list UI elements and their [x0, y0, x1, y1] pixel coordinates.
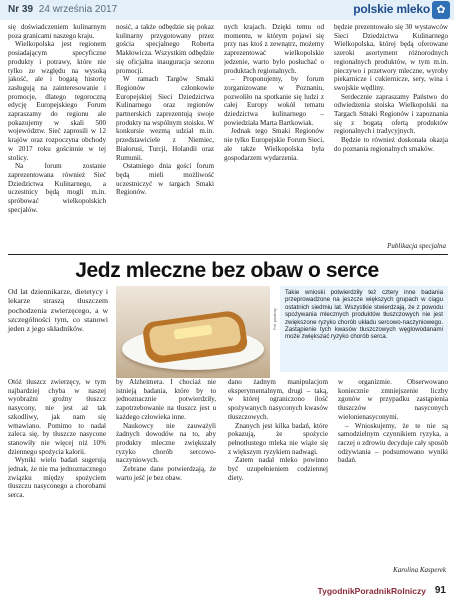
issue-date: 24 września 2017: [38, 4, 118, 15]
top-article-column-2: [116, 23, 214, 245]
top-article-column-1: [8, 23, 106, 245]
page-header: [0, 0, 454, 20]
paragraph: – Proponujemy, by forum zorganizowane w Poznaniu, pozwoliło na spotkanie się ludzi z całej Europy wokół tematu dziedzictwa kulinarnego – powiedziała Marta Bartkowiak.: [224, 75, 324, 127]
paragraph: Zatem nadal mleko powinno być uzupełnieniem codziennej diety.: [228, 456, 328, 482]
article-author: Karolina Kasperek: [393, 566, 446, 574]
top-article-column-4: [334, 23, 448, 245]
top-article-column-3: [224, 23, 324, 245]
paragraph: by Alzheimera. I chociaż nie istnieją badania, które by to jednoznacznie potwierdziły, zapotrzebowanie na tłuszcz jest u każdego człowieka inne.: [116, 378, 216, 421]
paragraph: Serdecznie zapraszamy Państwo do odwiedzenia stoiska Wielkopolski na Targach Smaki Regionów i zapoznania się z bogatą ofertą produktów regionalnych i tradycyjnych.: [334, 92, 448, 136]
issue-info: [8, 4, 117, 15]
paragraph: Zebrane dane potwierdzają, że warto jeść je bez obaw.: [116, 465, 216, 482]
bottom-article-column-1: [8, 378, 106, 578]
paragraph: W ramach Targów Smaki Regionów członkowie Europejskiej Sieci Dziedzictwa Kulinarnego oraz regionów partnerskich zaprezentują swoje produkty na wspólnym stoisku. W konkursie wezmą udział m.in. przedstawiciele z Niemiec, Białorusi, Turcji, Holandii oraz Rumunii.: [116, 75, 214, 162]
paragraph: Wyniki wielu badań sugerują jednak, że nie ma jednoznacznego związku między spożyciem tłuszczu nasyconego a chorobami serca.: [8, 456, 106, 500]
paragraph: się doświadczeniem kulinarnym poza granicami naszego kraju.: [8, 23, 106, 40]
photo-credit: Fot. pixabay: [272, 308, 277, 330]
article-credit: Publikacja specjalna: [387, 242, 446, 250]
paragraph: Wielkopolska jest regionem posiadającym specyficzne produkty i potrawy, które nie tylko ze względu na wysoką jakość, ale i bogatą historię zasługują na zainteresowanie i promocje, dlatego tegoroczną edycję Europejskiego Forum zapraszamy do regionu ale pokazujemy w skali 500 województw. Sieć zaprosili w 12 krajów oraz rozpoczyna obchody w 2017 roku gościnnie w tej stolicy.: [8, 40, 106, 162]
paragraph: nych krajach. Dzięki temu od momentu, w którym pojawi się przy nas ktoś z zewnątrz, możemy zaprezentować wielkopolskie jedzenie, warto było posłuchać o produktach regionalnych.: [224, 23, 324, 75]
article-lead: Od lat dziennikarze, dietetycy i lekarze straszą tłuszczem pochodzenia zwierzęcego, a w szczególności tym, co stanowi jeden z jego składników.: [8, 287, 108, 334]
paragraph: Naukowcy nie zauważyli żadnych dowodów na to, aby produkty mleczne zwiększały ryzyko chorób sercowo-naczyniowych.: [116, 421, 216, 465]
paragraph: Ostatniego dnia gości forum będą mieli możliwość uczestniczyć w targach Smaki Regionów.: [116, 162, 214, 197]
bottom-article-column-2: [116, 378, 216, 578]
page-number: 91: [434, 585, 446, 596]
paragraph: będzie prezentowało się 30 wystawców Sieci Dziedzictwa Kulinarnego Wielkopolska, której będą oferowane szeroki asortyment różnorodnych regionalnych produktów, w tym m.in. pieczywo i przetwory mleczne, wyroby piekarnicze i cukiernicze, sery, wina i swojskie wędliny.: [334, 23, 448, 92]
article-headline: Jedz mleczne bez obaw o serce: [75, 259, 379, 282]
bottom-article-column-3: [228, 378, 328, 578]
paragraph: Będzie to również doskonała okazja do poznania regionalnych smaków.: [334, 136, 448, 153]
publication-name: TygodnikPoradnikRolniczy: [317, 586, 426, 596]
paragraph: w organizmie. Obserwowano koniecznie zmniejszenie liczby zgonów w przypadku zastąpienia tłuszczów nasyconych wielonienasyconymi.: [338, 378, 448, 421]
paragraph: – Wnioskujemy, że te nie są samodzielnym czynnikiem ryzyka, a raczej o zdrowiu decyduje cały sposób odżywiania – podsumowano wyniki badań.: [338, 421, 448, 465]
paragraph: Jednak tego Smaki Regionów nie tylko Europejskie Forum Sieci, ale także Wielkopolska była gospodarzem wydarzenia.: [224, 127, 324, 162]
bottom-article-column-4: [338, 378, 448, 578]
paragraph: dano żadnym manipulacjom eksperymentalnym, drugi – taką, w której ograniczono ilość spożywanych nasyconych kwasów tłuszczowych.: [228, 378, 328, 421]
paragraph: Na forum zostanie zaprezentowana również Sieć Dziedzictwa Kulinarnego, a uczestnicy będą mogli m.in. spróbować wielkopolskich specjałów.: [8, 162, 106, 214]
milk-logo-icon: ✿: [432, 1, 450, 19]
bread-butter-photo: [116, 286, 270, 378]
issue-number: Nr 39: [8, 4, 34, 15]
paragraph: nosić, a także odbędzie się pokaz kulinarny przygotowany przez gościa specjalnego Roberta Makłowicza. Wszystkim odbędzie się oficjalna inauguracja sezonu promocji.: [116, 23, 214, 75]
section-brand: polskie mleko: [353, 2, 430, 16]
section-divider: [8, 254, 448, 255]
paragraph: Znanych jest kilka badań, które pokazują, że spożycie pełnotłustego mleka nie wiąże się z większym ryzykiem nadwagi.: [228, 421, 328, 456]
info-box: Takie wnioski potwierdziły też cztery inne badania przeprowadzone na jeszcze większych grupach w ciągu ostatnich siedmiu lat. Wszystkie stwierdzają, że z powodu spożywania mlecznych produktów tłuszczowych nie jest zwiększone ryzyko chorób układu sercowo-naczyniowego. Zastąpienie tych kwasów tłuszczowych węglowodanami może zwiększać ryzyko chorób serca.: [280, 286, 448, 372]
paragraph: Otóż tłuszcz zwierzęcy, w tym najbardziej chyba w naszej wyobraźni groźny tłuszcz nasycony, nie jest aż tak szkodliwy, jak nam się wmawiano. Pomimo to nadal zaleca się, by tłuszcze nasycone stanowiły nie więcej niż 10% dziennego spożycia kalorii.: [8, 378, 106, 456]
page-footer: [0, 582, 454, 600]
